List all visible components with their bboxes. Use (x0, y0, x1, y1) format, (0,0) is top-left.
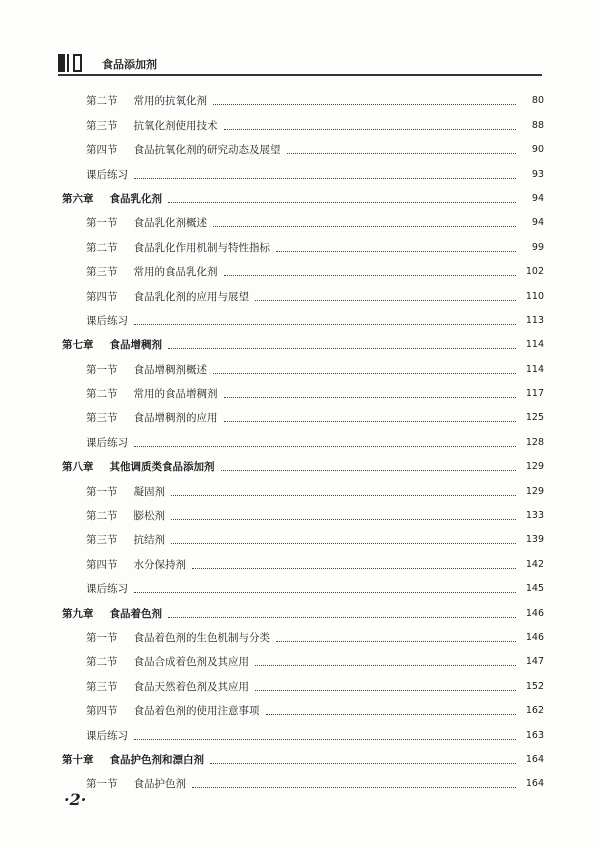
dot-leader (213, 373, 516, 374)
toc-entry-title: 课后练习 (86, 314, 128, 327)
dot-leader (266, 714, 517, 715)
toc-entry-page: 162 (525, 705, 544, 717)
dot-leader (134, 739, 516, 740)
toc-entry-page: 139 (525, 534, 544, 546)
toc-entry-page: 93 (531, 168, 544, 180)
toc-entry-number: 第九章 (62, 607, 94, 620)
toc-entry-title: 食品着色剂 (109, 607, 162, 620)
toc-entry-page: 102 (525, 266, 544, 278)
toc-entry-page: 163 (525, 729, 544, 741)
toc-entry-title: 食品着色剂的生色机制与分类 (133, 631, 270, 644)
toc-entry-number: 第三节 (86, 534, 118, 547)
table-of-contents (62, 84, 544, 791)
toc-entry-number: 第三节 (86, 119, 118, 132)
dot-leader (168, 617, 516, 618)
toc-entry-number: 第二节 (86, 388, 118, 401)
toc-entry-title: 常用的食品增稠剂 (133, 388, 218, 401)
dot-leader (224, 129, 517, 130)
dot-leader (171, 543, 516, 544)
toc-entry-number: 第三节 (86, 412, 118, 425)
toc-entry-page: 125 (525, 412, 544, 424)
toc-entry-number: 第一节 (86, 631, 118, 644)
toc-entry-page: 88 (531, 119, 544, 131)
dot-leader (255, 690, 516, 691)
toc-entry-page: 146 (525, 607, 544, 619)
toc-entry-number: 第一节 (86, 363, 118, 376)
toc-entry-page: 164 (525, 753, 544, 765)
toc-entry-number: 第二节 (86, 241, 118, 254)
toc-entry-page: 164 (525, 778, 544, 790)
toc-section-entry[interactable] (62, 718, 544, 742)
toc-entry-title: 食品抗氧化剂的研究动态及展望 (133, 144, 281, 157)
toc-entry-page: 129 (525, 485, 544, 497)
toc-section-entry[interactable] (62, 621, 544, 645)
toc-section-entry[interactable] (62, 304, 544, 328)
toc-entry-title: 其他调质类食品添加剂 (109, 461, 215, 474)
dot-leader (255, 665, 516, 666)
toc-section-entry[interactable] (62, 133, 544, 157)
toc-entry-title: 食品合成着色剂及其应用 (133, 656, 249, 669)
toc-chapter-entry[interactable] (62, 596, 544, 620)
toc-entry-page: 152 (525, 680, 544, 692)
toc-entry-number: 第二节 (86, 95, 118, 108)
toc-section-entry[interactable] (62, 84, 544, 108)
toc-section-entry[interactable] (62, 255, 544, 279)
dot-leader (168, 202, 516, 203)
dot-leader (276, 251, 516, 252)
toc-entry-page: 110 (525, 290, 544, 302)
toc-entry-title: 常用的食品乳化剂 (133, 266, 218, 279)
toc-section-entry[interactable] (62, 767, 544, 791)
toc-section-entry[interactable] (62, 157, 544, 181)
toc-section-entry[interactable] (62, 499, 544, 523)
dot-leader (168, 348, 516, 349)
toc-entry-number: 第三节 (86, 680, 118, 693)
toc-entry-title: 凝固剂 (133, 485, 165, 498)
toc-section-entry[interactable] (62, 401, 544, 425)
toc-entry-title: 食品乳化作用机制与特性指标 (133, 241, 270, 254)
toc-entry-title: 食品天然着色剂及其应用 (133, 680, 249, 693)
dot-leader (287, 153, 517, 154)
toc-entry-number: 第一节 (86, 778, 118, 791)
toc-entry-title: 抗结剂 (133, 534, 165, 547)
toc-section-entry[interactable] (62, 230, 544, 254)
header-rule (58, 74, 542, 76)
toc-entry-page: 94 (531, 192, 544, 204)
dot-leader (213, 226, 516, 227)
toc-entry-page: 147 (525, 656, 544, 668)
toc-section-entry[interactable] (62, 523, 544, 547)
toc-entry-page: 114 (525, 363, 544, 375)
toc-entry-page: 114 (525, 339, 544, 351)
running-header-title: 食品添加剂 (102, 58, 157, 71)
toc-chapter-entry[interactable] (62, 328, 544, 352)
toc-entry-page: 133 (525, 510, 544, 522)
dot-leader (192, 787, 516, 788)
toc-entry-number: 第一节 (86, 485, 118, 498)
toc-entry-title: 食品乳化剂概述 (133, 217, 207, 230)
toc-entry-title: 食品着色剂的使用注意事项 (133, 705, 260, 718)
dot-leader (210, 763, 516, 764)
toc-entry-page: 90 (531, 144, 544, 156)
page-number: ·2· (64, 790, 87, 809)
dot-leader (134, 592, 516, 593)
dot-leader (192, 568, 516, 569)
toc-entry-number: 第三节 (86, 266, 118, 279)
toc-entry-page: 146 (525, 631, 544, 643)
toc-entry-title: 课后练习 (86, 729, 128, 742)
toc-entry-page: 99 (531, 241, 544, 253)
toc-entry-page: 145 (525, 583, 544, 595)
toc-section-entry[interactable] (62, 474, 544, 498)
book-logo-icon (58, 54, 82, 72)
toc-entry-title: 抗氧化剂使用技术 (133, 119, 218, 132)
toc-entry-number: 第二节 (86, 510, 118, 523)
toc-entry-page: 80 (531, 95, 544, 107)
toc-entry-page: 128 (525, 436, 544, 448)
toc-entry-page: 113 (525, 314, 544, 326)
toc-section-entry[interactable] (62, 425, 544, 449)
toc-entry-title: 食品增稠剂概述 (133, 363, 207, 376)
toc-section-entry[interactable] (62, 669, 544, 693)
toc-entry-title: 食品增稠剂的应用 (133, 412, 218, 425)
toc-entry-number: 第七章 (62, 339, 94, 352)
toc-section-entry[interactable] (62, 206, 544, 230)
toc-entry-number: 第四节 (86, 558, 118, 571)
toc-entry-page: 117 (525, 388, 544, 400)
toc-entry-title: 课后练习 (86, 583, 128, 596)
running-header (58, 52, 542, 74)
dot-leader (171, 519, 516, 520)
dot-leader (213, 104, 516, 105)
toc-entry-number: 第二节 (86, 656, 118, 669)
toc-entry-number: 第四节 (86, 290, 118, 303)
toc-chapter-entry[interactable] (62, 743, 544, 767)
toc-entry-title: 常用的抗氧化剂 (133, 95, 207, 108)
toc-entry-number: 第十章 (62, 753, 94, 766)
dot-leader (224, 421, 517, 422)
dot-leader (134, 446, 516, 447)
dot-leader (134, 178, 516, 179)
dot-leader (134, 324, 516, 325)
toc-entry-number: 第六章 (62, 192, 94, 205)
toc-entry-title: 课后练习 (86, 168, 128, 181)
toc-entry-title: 水分保持剂 (133, 558, 186, 571)
toc-entry-number: 第一节 (86, 217, 118, 230)
toc-entry-title: 食品乳化剂 (109, 192, 162, 205)
toc-entry-page: 142 (525, 558, 544, 570)
toc-entry-title: 食品乳化剂的应用与展望 (133, 290, 249, 303)
toc-section-entry[interactable] (62, 694, 544, 718)
toc-entry-title: 膨松剂 (133, 510, 165, 523)
toc-section-entry[interactable] (62, 108, 544, 132)
dot-leader (224, 397, 517, 398)
toc-section-entry[interactable] (62, 572, 544, 596)
dot-leader (276, 641, 516, 642)
toc-entry-number: 第四节 (86, 705, 118, 718)
toc-entry-title: 食品护色剂 (133, 778, 186, 791)
dot-leader (221, 470, 517, 471)
toc-section-entry[interactable] (62, 547, 544, 571)
toc-entry-number: 第八章 (62, 461, 94, 474)
toc-section-entry[interactable] (62, 377, 544, 401)
toc-chapter-entry[interactable] (62, 450, 544, 474)
toc-section-entry[interactable] (62, 645, 544, 669)
toc-entry-page: 94 (531, 217, 544, 229)
dot-leader (255, 300, 516, 301)
toc-section-entry[interactable] (62, 279, 544, 303)
toc-entry-title: 食品增稠剂 (109, 339, 162, 352)
toc-entry-title: 课后练习 (86, 436, 128, 449)
toc-entry-page: 129 (525, 461, 544, 473)
toc-entry-number: 第四节 (86, 144, 118, 157)
toc-entry-title: 食品护色剂和漂白剂 (109, 753, 204, 766)
toc-section-entry[interactable] (62, 352, 544, 376)
dot-leader (224, 275, 517, 276)
dot-leader (171, 495, 516, 496)
toc-chapter-entry[interactable] (62, 182, 544, 206)
